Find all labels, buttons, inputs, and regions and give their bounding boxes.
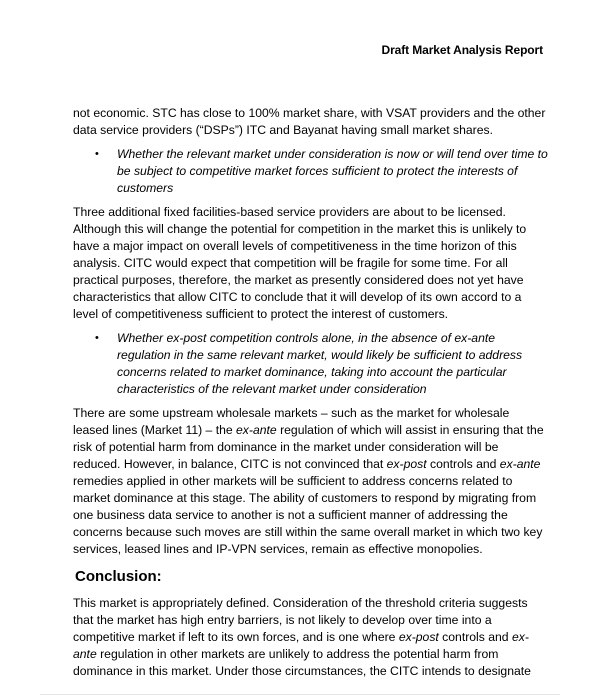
page-bottom-divider — [40, 694, 560, 695]
text-segment: regulation of which will assist in ensuring that the risk of potential harm from dominance in the market under consideration will be reduced. However, in balance, CITC is not convinced that — [73, 423, 544, 471]
text-segment: remedies applied in other markets will be sufficient to address concerns related to market dominance at this stage. The ability of customers to respond by migrating from one business data service to another is not a sufficient manner of addressing the concerns because such moves are still within the same overall market in which two key services, leased lines and IP-VPN services, remain as effective monopolies. — [73, 474, 543, 556]
paragraph-market-share: not economic. STC has close to 100% market share, with VSAT providers and the other data service providers (“DSPs”) ITC and Bayanat having small market shares. — [73, 106, 546, 137]
report-header-title: Draft Market Analysis Report — [381, 43, 543, 57]
italic-term: ex-ante — [236, 423, 277, 437]
text-segment: controls and — [438, 630, 512, 644]
italic-term: ex-ante — [73, 630, 529, 661]
conclusion-heading: Conclusion: — [75, 568, 162, 585]
bullet-criterion-ex-post-controls — [73, 330, 548, 398]
italic-term: ex-post — [386, 457, 427, 471]
paragraph-conclusion — [73, 595, 548, 680]
paragraph-upstream-markets — [73, 405, 548, 558]
bullet-text: Whether the relevant market under consideration is now or will tend over time to be subject to competitive market forces sufficient to protect the interests of customers — [117, 147, 548, 195]
text-segment: controls and — [426, 457, 500, 471]
text-segment: This market is appropriately defined. Consideration of the threshold criteria suggests that the market has high entry barriers, is not likely to develop over time into a competitive market if left to its own forces, and is one where — [73, 596, 528, 644]
text-segment: regulation in other markets are unlikely to address the potential harm from dominance in this market. Under those circumstances, the CITC intends to designate — [73, 647, 531, 678]
text-segment: There are some upstream wholesale markets – such as the market for wholesale leased lines (Market 11) – the — [73, 406, 510, 437]
italic-term: ex-post — [398, 630, 439, 644]
bullet-icon: • — [95, 332, 99, 344]
document-body — [73, 105, 548, 687]
bullet-criterion-competitive-forces — [73, 146, 548, 197]
italic-term: ex-ante — [499, 457, 541, 471]
bullet-text: Whether ex-post competition controls alone, in the absence of ex-ante regulation in the same relevant market, would likely be sufficient to address concerns related to market dominance, taking into account the particular characteristics of the relevant market under consideration — [117, 331, 523, 396]
paragraph-new-providers: Three additional fixed facilities-based service providers are about to be licensed. Although this will change the potential for competition in the market this is unlikely to have a major impact on overall levels of competitiveness in the time horizon of this analysis. CITC would expect that competition will be fragile for some time. For all practical purposes, therefore, the market as presently considered does not yet have characteristics that allow CITC to conclude that it will develop of its own accord to a level of competitiveness sufficient to protect the interest of customers. — [73, 205, 527, 321]
bullet-icon: • — [95, 148, 99, 160]
